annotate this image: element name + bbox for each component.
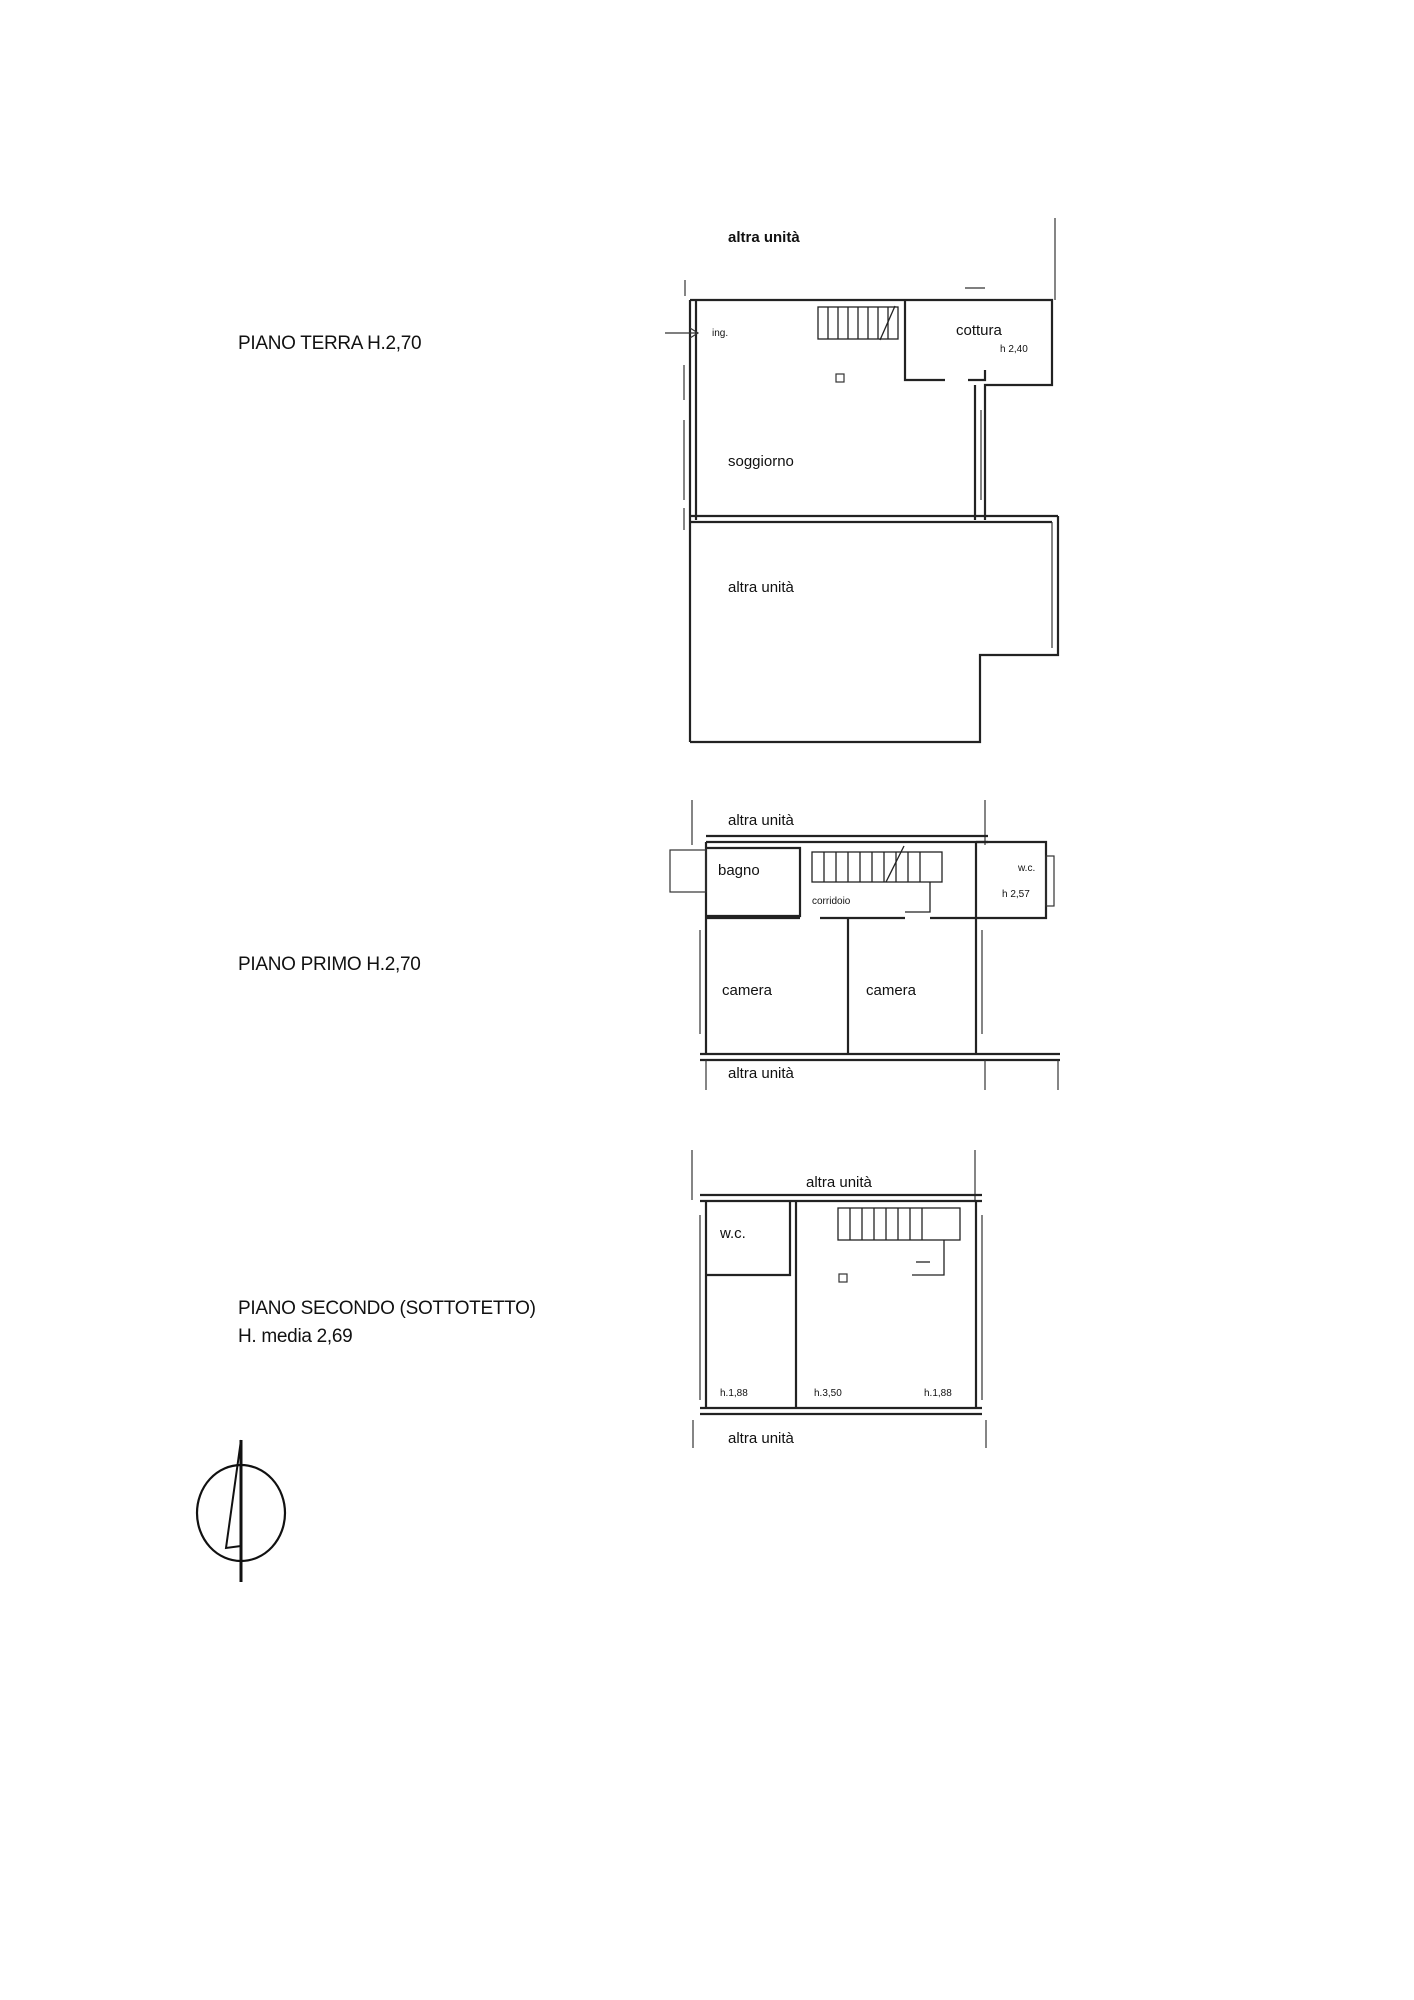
second-floor-plan [692, 1150, 986, 1448]
entrance-label: ing. [712, 328, 729, 339]
second-floor-title: PIANO SECONDO (SOTTOTETTO) [238, 1298, 536, 1319]
bedroom-right-label: camera [866, 982, 917, 999]
first-wc-height-label: h 2,57 [1002, 889, 1030, 900]
second-other-unit-bottom-label: altra unità [728, 1430, 794, 1447]
second-other-unit-top-label: altra unità [806, 1174, 872, 1191]
height-right-label: h.1,88 [924, 1388, 952, 1399]
first-wc-label: w.c. [1018, 863, 1036, 874]
first-other-unit-bottom-label: altra unità [728, 1065, 794, 1082]
second-wc-label: w.c. [720, 1225, 746, 1242]
kitchen-label: cottura [956, 322, 1002, 339]
first-floor-title: PIANO PRIMO H.2,70 [238, 954, 421, 975]
first-floor-plan [670, 800, 1060, 1090]
height-center-label: h.3,50 [814, 1388, 842, 1399]
ground-other-unit-top-label: altra unità [728, 229, 800, 246]
north-arrow-icon [197, 1440, 285, 1582]
ground-floor-title: PIANO TERRA H.2,70 [238, 333, 422, 354]
bathroom-label: bagno [718, 862, 760, 879]
first-other-unit-top-label: altra unità [728, 812, 794, 829]
corridor-label: corridoio [812, 896, 851, 907]
bedroom-left-label: camera [722, 982, 773, 999]
kitchen-height-label: h 2,40 [1000, 344, 1028, 355]
second-floor-average-height: H. media 2,69 [238, 1326, 353, 1347]
height-left-label: h.1,88 [720, 1388, 748, 1399]
ground-other-unit-mid-label: altra unità [728, 579, 794, 596]
ground-floor-plan [665, 218, 1058, 742]
living-room-label: soggiorno [728, 453, 794, 470]
